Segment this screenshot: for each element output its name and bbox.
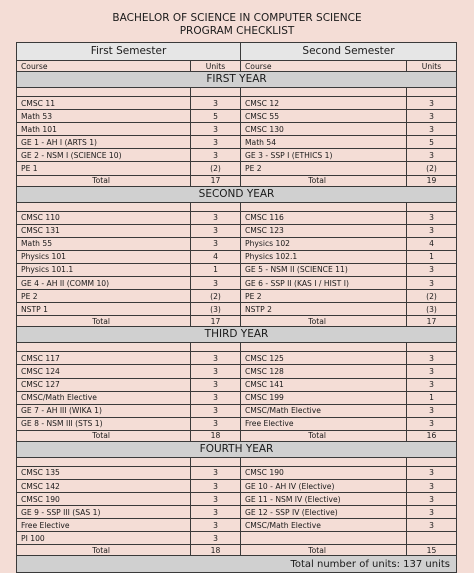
course-name: CMSC 124 (17, 365, 191, 378)
course-row (17, 110, 457, 123)
course-units: (2) (407, 162, 457, 175)
course-name: Free Elective (241, 417, 407, 430)
course-row (17, 277, 457, 290)
course-name: CMSC 110 (17, 211, 191, 224)
course-name: GE 8 - NSM III (STS 1) (17, 417, 191, 430)
course-row (17, 162, 457, 175)
spacer-cell (191, 202, 241, 211)
course-name: PE 2 (241, 290, 407, 303)
title-line-1: BACHELOR OF SCIENCE IN COMPUTER SCIENCE (112, 12, 362, 24)
course-units: 3 (191, 277, 241, 290)
total-units: 15 (407, 545, 457, 556)
course-name: CMSC 123 (241, 224, 407, 237)
course-units: 3 (191, 506, 241, 519)
year-label: SECOND YEAR (17, 186, 457, 202)
document-title (0, 12, 474, 38)
checklist-body (17, 43, 457, 573)
second-semester-header: Second Semester (241, 43, 457, 61)
spacer-cell (241, 88, 407, 97)
course-name: CMSC 199 (241, 391, 407, 404)
course-row (17, 211, 457, 224)
course-units: 1 (191, 263, 241, 276)
course-name: Physics 102.1 (241, 250, 407, 263)
course-units: 3 (407, 224, 457, 237)
course-name: Math 54 (241, 136, 407, 149)
course-row (17, 250, 457, 263)
course-name: NSTP 1 (17, 303, 191, 316)
semester-total-row (17, 545, 457, 556)
course-units: 5 (191, 110, 241, 123)
course-units: 3 (191, 365, 241, 378)
total-label: Total (241, 316, 407, 327)
spacer-cell (191, 88, 241, 97)
course-column-header: Course (241, 61, 407, 72)
semester-total-row (17, 175, 457, 186)
course-name: CMSC 128 (241, 365, 407, 378)
total-units: 17 (407, 316, 457, 327)
course-row (17, 149, 457, 162)
course-row (17, 493, 457, 506)
course-name: Free Elective (17, 519, 191, 532)
course-row (17, 263, 457, 276)
year-label: THIRD YEAR (17, 327, 457, 343)
course-name: GE 2 - NSM I (SCIENCE 10) (17, 149, 191, 162)
course-units: 3 (191, 224, 241, 237)
spacer-row (17, 202, 457, 211)
course-name: CMSC 190 (241, 466, 407, 479)
course-units: 3 (191, 404, 241, 417)
course-units: 3 (191, 417, 241, 430)
spacer-cell (407, 343, 457, 352)
total-label: Total (241, 545, 407, 556)
course-name: GE 5 - NSM II (SCIENCE 11) (241, 263, 407, 276)
year-header-row (17, 327, 457, 343)
semester-total-row (17, 316, 457, 327)
course-units: 3 (407, 506, 457, 519)
course-units: 3 (191, 391, 241, 404)
total-units: 19 (407, 175, 457, 186)
course-units: 3 (191, 493, 241, 506)
course-units: 4 (191, 250, 241, 263)
units-column-header: Units (407, 61, 457, 72)
course-units: 3 (191, 123, 241, 136)
course-row (17, 303, 457, 316)
course-units: 3 (191, 136, 241, 149)
year-header-row (17, 186, 457, 202)
total-label: Total (17, 430, 191, 441)
course-row (17, 224, 457, 237)
course-units: 3 (407, 378, 457, 391)
course-name: Math 101 (17, 123, 191, 136)
course-units: 3 (407, 352, 457, 365)
course-name: GE 3 - SSP I (ETHICS 1) (241, 149, 407, 162)
course-units: 5 (407, 136, 457, 149)
course-name: CMSC 130 (241, 123, 407, 136)
spacer-cell (241, 457, 407, 466)
course-units: 3 (407, 479, 457, 492)
course-name: PE 2 (17, 290, 191, 303)
semester-header-row (17, 43, 457, 61)
course-units: 3 (407, 97, 457, 110)
course-name: CMSC 141 (241, 378, 407, 391)
course-units: (3) (407, 303, 457, 316)
course-units: 3 (407, 110, 457, 123)
spacer-cell (407, 457, 457, 466)
spacer-cell (241, 343, 407, 352)
course-name: CMSC 117 (17, 352, 191, 365)
checklist-table (16, 42, 457, 573)
course-row (17, 506, 457, 519)
total-units: 17 (191, 175, 241, 186)
total-units: 16 (407, 430, 457, 441)
total-label: Total (241, 430, 407, 441)
course-row (17, 97, 457, 110)
course-row (17, 136, 457, 149)
course-units: 3 (407, 263, 457, 276)
course-name: CMSC 55 (241, 110, 407, 123)
course-row (17, 352, 457, 365)
course-units: 3 (191, 97, 241, 110)
course-units: 3 (191, 237, 241, 250)
course-units: 3 (407, 417, 457, 430)
course-units: 3 (407, 211, 457, 224)
course-name: PE 1 (17, 162, 191, 175)
total-label: Total (17, 545, 191, 556)
first-semester-header: First Semester (17, 43, 241, 61)
spacer-cell (17, 457, 191, 466)
course-name: Physics 102 (241, 237, 407, 250)
course-name (241, 532, 407, 545)
semester-total-row (17, 430, 457, 441)
spacer-cell (407, 202, 457, 211)
course-name: CMSC/Math Elective (241, 519, 407, 532)
total-units: 17 (191, 316, 241, 327)
course-name: GE 10 - AH IV (Elective) (241, 479, 407, 492)
year-label: FOURTH YEAR (17, 441, 457, 457)
course-row (17, 417, 457, 430)
spacer-cell (17, 202, 191, 211)
course-row (17, 466, 457, 479)
course-row (17, 378, 457, 391)
course-name: CMSC 131 (17, 224, 191, 237)
spacer-cell (191, 343, 241, 352)
course-units: 3 (407, 519, 457, 532)
year-header-row (17, 72, 457, 88)
course-column-header: Course (17, 61, 191, 72)
course-name: CMSC 127 (17, 378, 191, 391)
course-name: CMSC 116 (241, 211, 407, 224)
course-units: 1 (407, 391, 457, 404)
course-name: CMSC 12 (241, 97, 407, 110)
course-row (17, 365, 457, 378)
course-units: 3 (407, 277, 457, 290)
course-units: 3 (407, 365, 457, 378)
course-name: CMSC 142 (17, 479, 191, 492)
course-row (17, 123, 457, 136)
year-header-row (17, 441, 457, 457)
title-line-2: PROGRAM CHECKLIST (179, 25, 295, 37)
total-units: 18 (191, 430, 241, 441)
grand-total: Total number of units: 137 units (17, 556, 457, 573)
course-name: CMSC 135 (17, 466, 191, 479)
course-name: CMSC/Math Elective (241, 404, 407, 417)
course-name: CMSC 125 (241, 352, 407, 365)
spacer-row (17, 457, 457, 466)
course-row (17, 237, 457, 250)
course-units: 3 (191, 519, 241, 532)
course-name: CMSC 11 (17, 97, 191, 110)
course-name: GE 1 - AH I (ARTS 1) (17, 136, 191, 149)
spacer-row (17, 88, 457, 97)
course-name: Physics 101 (17, 250, 191, 263)
course-units: 3 (191, 466, 241, 479)
course-units: 3 (191, 149, 241, 162)
course-units: 4 (407, 237, 457, 250)
course-units: 3 (191, 532, 241, 545)
course-row (17, 532, 457, 545)
course-units: 3 (407, 123, 457, 136)
course-name: PE 2 (241, 162, 407, 175)
course-row (17, 290, 457, 303)
course-units: 3 (407, 493, 457, 506)
units-column-header: Units (191, 61, 241, 72)
total-label: Total (17, 316, 191, 327)
course-name: GE 4 - AH II (COMM 10) (17, 277, 191, 290)
total-label: Total (241, 175, 407, 186)
course-name: GE 6 - SSP II (KAS I / HIST I) (241, 277, 407, 290)
course-units: (3) (191, 303, 241, 316)
total-label: Total (17, 175, 191, 186)
course-row (17, 519, 457, 532)
spacer-cell (241, 202, 407, 211)
course-name: GE 11 - NSM IV (Elective) (241, 493, 407, 506)
spacer-cell (17, 343, 191, 352)
course-row (17, 404, 457, 417)
course-units: (2) (191, 162, 241, 175)
course-name: GE 7 - AH III (WIKA 1) (17, 404, 191, 417)
total-units: 18 (191, 545, 241, 556)
course-name: Math 53 (17, 110, 191, 123)
course-name: CMSC/Math Elective (17, 391, 191, 404)
course-name: Physics 101.1 (17, 263, 191, 276)
spacer-cell (407, 88, 457, 97)
course-units: 3 (191, 211, 241, 224)
spacer-cell (191, 457, 241, 466)
year-label: FIRST YEAR (17, 72, 457, 88)
course-name: PI 100 (17, 532, 191, 545)
course-name: Math 55 (17, 237, 191, 250)
course-units: 3 (191, 479, 241, 492)
course-units (407, 532, 457, 545)
grand-total-row (17, 556, 457, 573)
course-name: GE 9 - SSP III (SAS 1) (17, 506, 191, 519)
course-units: (2) (407, 290, 457, 303)
course-units: 3 (407, 149, 457, 162)
spacer-row (17, 343, 457, 352)
course-units: (2) (191, 290, 241, 303)
course-name: GE 12 - SSP IV (Elective) (241, 506, 407, 519)
course-units: 3 (191, 378, 241, 391)
course-row (17, 391, 457, 404)
course-units: 3 (407, 466, 457, 479)
course-name: NSTP 2 (241, 303, 407, 316)
spacer-cell (17, 88, 191, 97)
course-units: 3 (191, 352, 241, 365)
course-units: 1 (407, 250, 457, 263)
course-units: 3 (407, 404, 457, 417)
course-name: CMSC 190 (17, 493, 191, 506)
column-header-row (17, 61, 457, 72)
course-row (17, 479, 457, 492)
